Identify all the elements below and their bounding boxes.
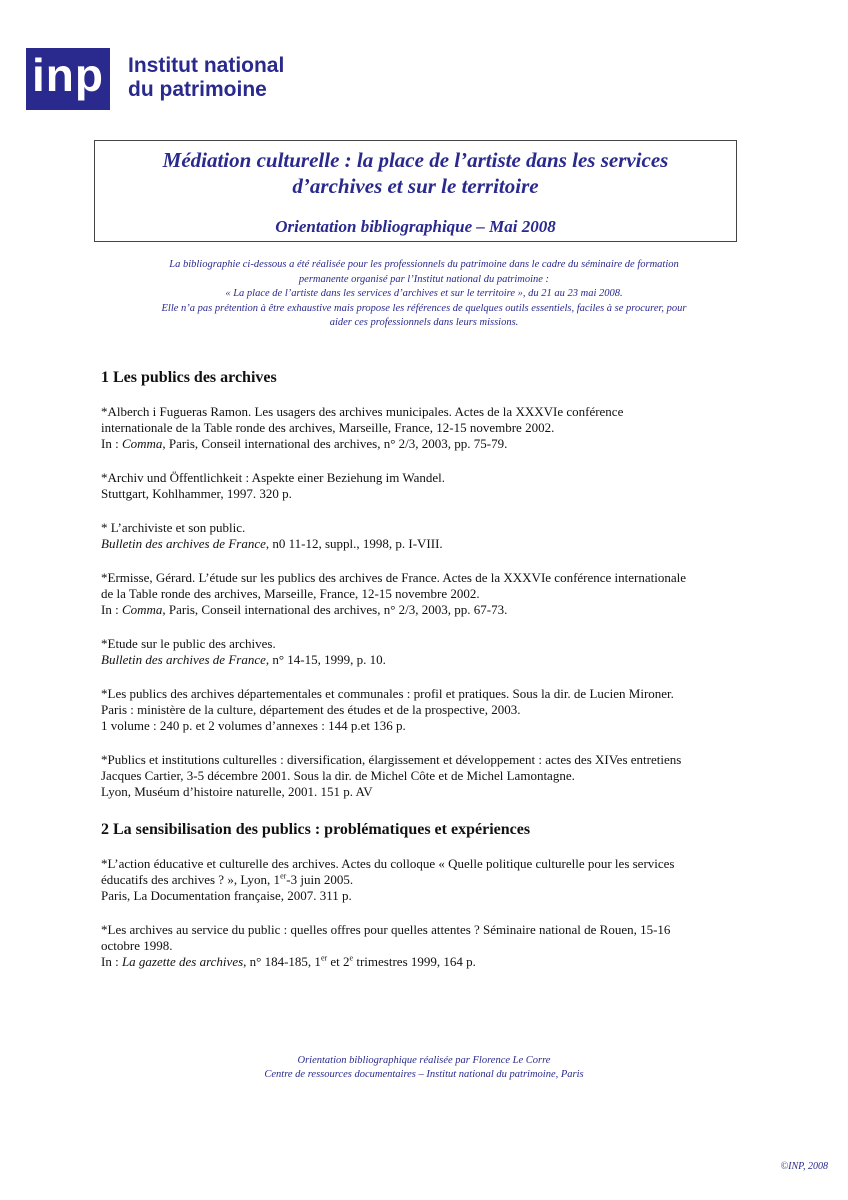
bib-entry	[101, 470, 761, 502]
entry-line: *L’action éducative et culturelle des archives. Actes du colloque « Quelle politique culturelle pour les services	[101, 856, 675, 871]
title-line2: d’archives et sur le territoire	[292, 174, 539, 198]
intro-paragraph	[94, 258, 754, 331]
logo-institution-name	[128, 54, 348, 102]
logo-divider	[110, 48, 114, 110]
entry-line: *Publics et institutions culturelles : diversification, élargissement et développement : actes des XIVes entretiens	[101, 752, 682, 767]
bib-entry	[101, 856, 761, 904]
entry-line: In : La gazette des archives, n° 184-185, 1er et 2e trimestres 1999, 164 p.	[101, 953, 476, 969]
intro-line: permanente organisé par l’Institut national du patrimoine :	[298, 273, 550, 285]
intro-line: Elle n’a pas prétention à être exhaustive mais propose les références de quelques outils essentiels, faciles à se procurer, pour	[161, 302, 687, 314]
entry-line: * L’archiviste et son public.	[101, 520, 246, 535]
entry-line: Stuttgart, Kohlhammer, 1997. 320 p.	[101, 486, 292, 501]
entry-line: Bulletin des archives de France, n0 11-12, suppl., 1998, p. I-VIII.	[101, 536, 443, 551]
intro-line: aider ces professionnels dans leurs missions.	[329, 317, 519, 328]
section-heading-2: 2 La sensibilisation des publics : problématiques et expériences	[101, 821, 531, 838]
entry-line: *Les publics des archives départementales et communales : profil et pratiques. Sous la dir. de Lucien Mironer.	[101, 686, 674, 701]
entry-line: In : Comma, Paris, Conseil international des archives, n° 2/3, 2003, pp. 67-73.	[101, 602, 508, 617]
section-heading-1: 1 Les publics des archives	[101, 369, 277, 386]
entry-line: Paris, La Documentation française, 2007. 311 p.	[101, 888, 352, 903]
logo-name-line1: Institut national	[128, 54, 285, 77]
page-subtitle: Orientation bibliographique – Mai 2008	[275, 217, 556, 236]
entry-line: Paris : ministère de la culture, département des études et de la prospective, 2003.	[101, 702, 521, 717]
bib-entry	[101, 404, 761, 452]
bib-entry	[101, 922, 761, 970]
footer-credits	[94, 1054, 754, 1082]
title-line1: Médiation culturelle : la place de l’artiste dans les services	[162, 148, 669, 172]
entry-line: Lyon, Muséum d’histoire naturelle, 2001. 151 p. AV	[101, 784, 373, 799]
intro-line: La bibliographie ci-dessous a été réalisée pour les professionnels du patrimoine dans le cadre du séminaire de formation	[169, 259, 679, 270]
footer-line1: Orientation bibliographique réalisée par Florence Le Corre	[297, 1055, 551, 1066]
entry-line: éducatifs des archives ? », Lyon, 1er-3 juin 2005.	[101, 871, 354, 887]
bib-entry	[101, 570, 761, 618]
entry-line: *Les archives au service du public : quelles offres pour quelles attentes ? Séminaire national de Rouen, 15-16	[101, 922, 671, 937]
copyright: ©INP, 2008	[780, 1161, 828, 1172]
intro-line: « La place de l’artiste dans les services d’archives et sur le territoire », du 21 au 23 mai 2008.	[225, 288, 623, 299]
entry-line: Bulletin des archives de France, n° 14-15, 1999, p. 10.	[101, 652, 386, 667]
entry-line: Jacques Cartier, 3-5 décembre 2001. Sous la dir. de Michel Côte et de Michel Lamontagne.	[101, 768, 575, 783]
page-title	[95, 147, 736, 199]
entry-line: *Ermisse, Gérard. L’étude sur les publics des archives de France. Actes de la XXXVIe conférence internationale	[101, 570, 687, 585]
entry-line: internationale de la Table ronde des archives, Marseille, France, 12-15 novembre 2002.	[101, 420, 555, 435]
entry-line: *Archiv und Öffentlichkeit : Aspekte einer Beziehung im Wandel.	[101, 470, 445, 485]
bib-entry	[101, 636, 761, 668]
bib-entry	[101, 752, 761, 800]
title-box	[94, 140, 737, 242]
entry-line: In : Comma, Paris, Conseil international des archives, n° 2/3, 2003, pp. 75-79.	[101, 436, 508, 451]
logo-acronym: inp	[26, 48, 110, 110]
entry-line: *Alberch i Fugueras Ramon. Les usagers des archives municipales. Actes de la XXXVIe conférence	[101, 404, 624, 419]
entry-line: octobre 1998.	[101, 938, 173, 953]
entry-line: 1 volume : 240 p. et 2 volumes d’annexes : 144 p.et 136 p.	[101, 718, 406, 733]
entry-line: *Etude sur le public des archives.	[101, 636, 276, 651]
bib-entry	[101, 520, 761, 552]
logo-name-line2: du patrimoine	[128, 78, 267, 101]
bib-entry	[101, 686, 761, 734]
entry-line: de la Table ronde des archives, Marseille, France, 12-15 novembre 2002.	[101, 586, 480, 601]
footer-line2: Centre de ressources documentaires – Institut national du patrimoine, Paris	[264, 1069, 584, 1080]
